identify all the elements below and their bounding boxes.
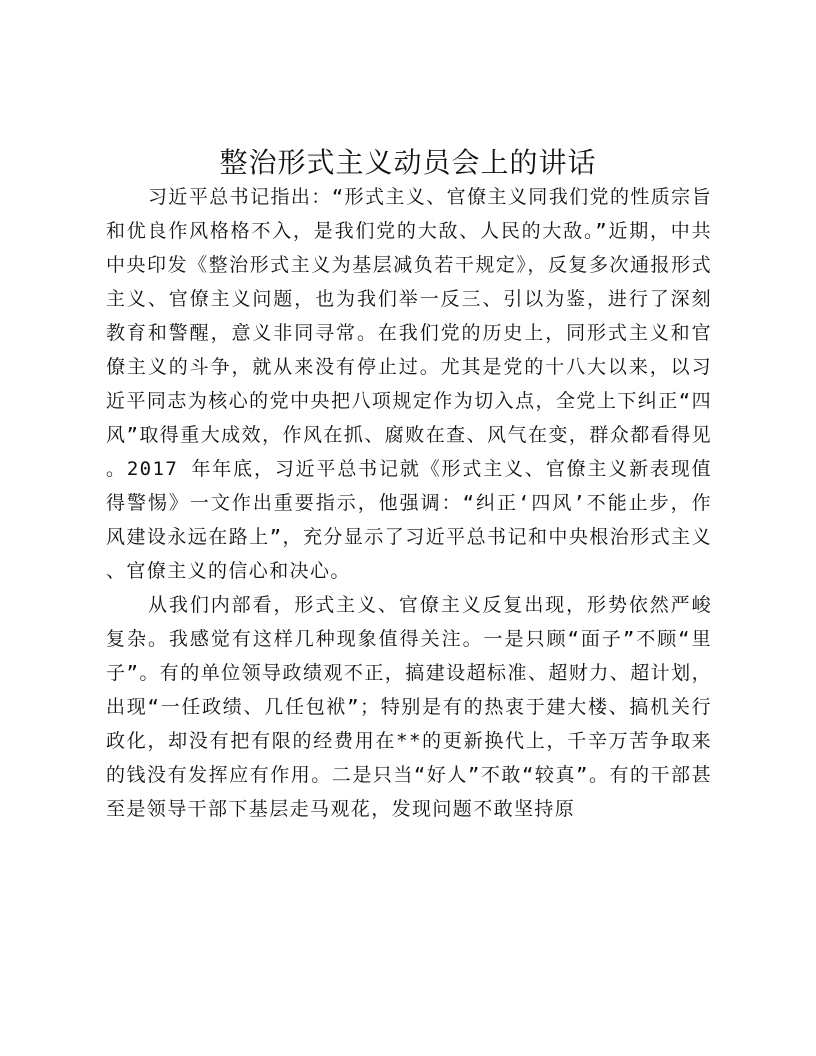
paragraph-1: 习近平总书记指出：“形式主义、官僚主义同我们党的性质宗旨和优良作风格格不入，是我们党的大敌、人民的大敌。”近期，中共中央印发《整治形式主义为基层减负若干规定》，反复多次通报形式主义、官僚主义问题，也为我们举一反三、引以为鉴，进行了深刻教育和警醒，意义非同寻常。在我们党的历史上，同形式主义和官僚主义的斗争，就从来没有停止过。尤其是党的十八大以来，以习近平同志为核心的党中央把八项规定作为切入点，全党上下纠正“四风”取得重大成效，作风在抓、腐败在查、风气在变，群众都看得见。2017 年年底，习近平总书记就《形式主义、官僚主义新表现值得警惕》一文作出重要指示，他强调：“纠正‘四风’不能止步，作风建设永远在路上”，充分显示了习近平总书记和中央根治形式主义、官僚主义的信心和决心。 xyxy=(106,186,712,582)
document-title: 整治形式主义动员会上的讲话 xyxy=(219,146,597,179)
document-body xyxy=(106,180,712,826)
paragraph-2: 从我们内部看，形式主义、官僚主义反复出现，形势依然严峻复杂。我感觉有这样几种现象值得关注。一是只顾“面子”不顾“里子”。有的单位领导政绩观不正，搞建设超标准、超财力、超计划，出现“一任政绩、几任包袱”；特别是有的热衷于建大楼、搞机关行政化，却没有把有限的经费用在**的更新换代上，千辛万苦争取来的钱没有发挥应有作用。二是只当“好人”不敢“较真”。有的干部甚至是领导干部下基层走马观花，发现问题不敢坚持原 xyxy=(106,594,712,820)
